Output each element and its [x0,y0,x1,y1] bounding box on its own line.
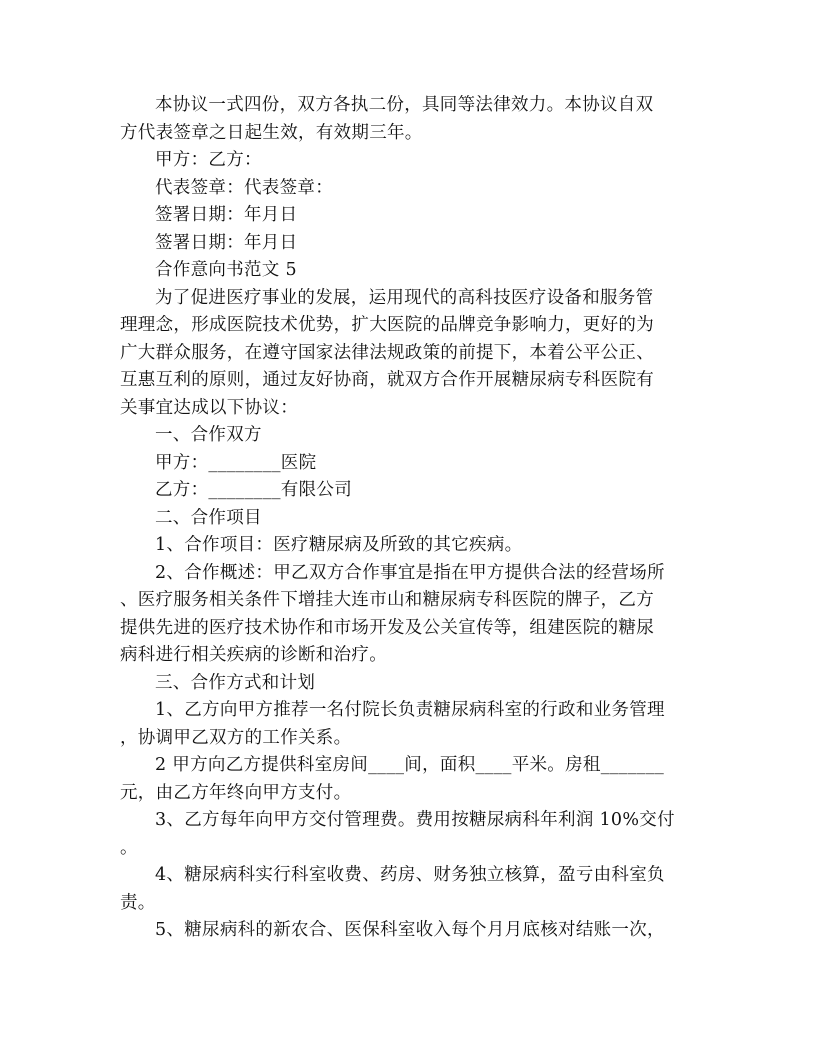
text-line: 。 [120,837,138,858]
text-line: 甲方：乙方： [155,150,262,170]
text-line: 3、乙方每年向甲方交付管理费。费用按糖尿病科年利润 10%交付 [155,810,675,830]
text-line: 广大群众服务，在遵守国家法律法规政策的前提下，本着公平公正、 [120,342,654,363]
text-line: 为了促进医疗事业的发展，运用现代的高科技医疗设备和服务管 [155,287,654,308]
text-line: 提供先进的医疗技术协作和市场开发及公关宣传等，组建医院的糖尿 [120,617,654,638]
text-line: 签署日期：年月日 [155,232,298,253]
text-line: 1、合作项目：医疗糖尿病及所致的其它疾病。 [155,535,523,555]
text-line: 合作意向书范文 5 [155,260,297,280]
text-line: 2、合作概述：甲乙双方合作事宜是指在甲方提供合法的经营场所 [155,562,665,583]
text-line: 签署日期：年月日 [155,205,298,225]
text-line: 互惠互利的原则，通过友好协商，就双方合作开展糖尿病专科医院有 [120,370,654,390]
text-line: 甲方：________医院 [155,452,317,473]
text-line: 乙方：________有限公司 [155,480,352,500]
text-line: 关事宜达成以下协议： [120,397,298,418]
text-line: 本协议一式四份，双方各执二份，具同等法律效力。本协议自双 [155,95,654,115]
text-line: 1、乙方向甲方推荐一名付院长负责糖尿病科室的行政和业务管理 [155,700,665,720]
text-line: 二、合作项目 [155,507,262,528]
text-line: 理理念，形成医院技术优势，扩大医院的品牌竞争影响力，更好的为 [120,315,654,335]
text-line: 4、糖尿病科实行科室收费、药房、财务独立核算，盈亏由科室负 [155,865,665,885]
text-line: 代表签章：代表签章： [155,177,333,198]
text-line: 病科进行相关疾病的诊断和治疗。 [120,645,387,665]
text-line: 元，由乙方年终向甲方支付。 [120,782,352,803]
text-line: 2 甲方向乙方提供科室房间____间，面积____平米。房租_______ [155,755,665,775]
text-line: 责。 [120,892,156,913]
text-line: 、医疗服务相关条件下增挂大连市山和糖尿病专科医院的牌子，乙方 [120,590,654,610]
text-line: 5、糖尿病科的新农合、医保科室收入每个月月底核对结账一次， [155,920,665,940]
text-line: 三、合作方式和计划 [155,672,316,693]
text-line: 方代表签章之日起生效，有效期三年。 [120,122,423,143]
document-body [120,92,700,945]
text-line: 一、合作双方 [155,425,262,445]
text-line: ，协调甲乙双方的工作关系。 [120,727,352,748]
